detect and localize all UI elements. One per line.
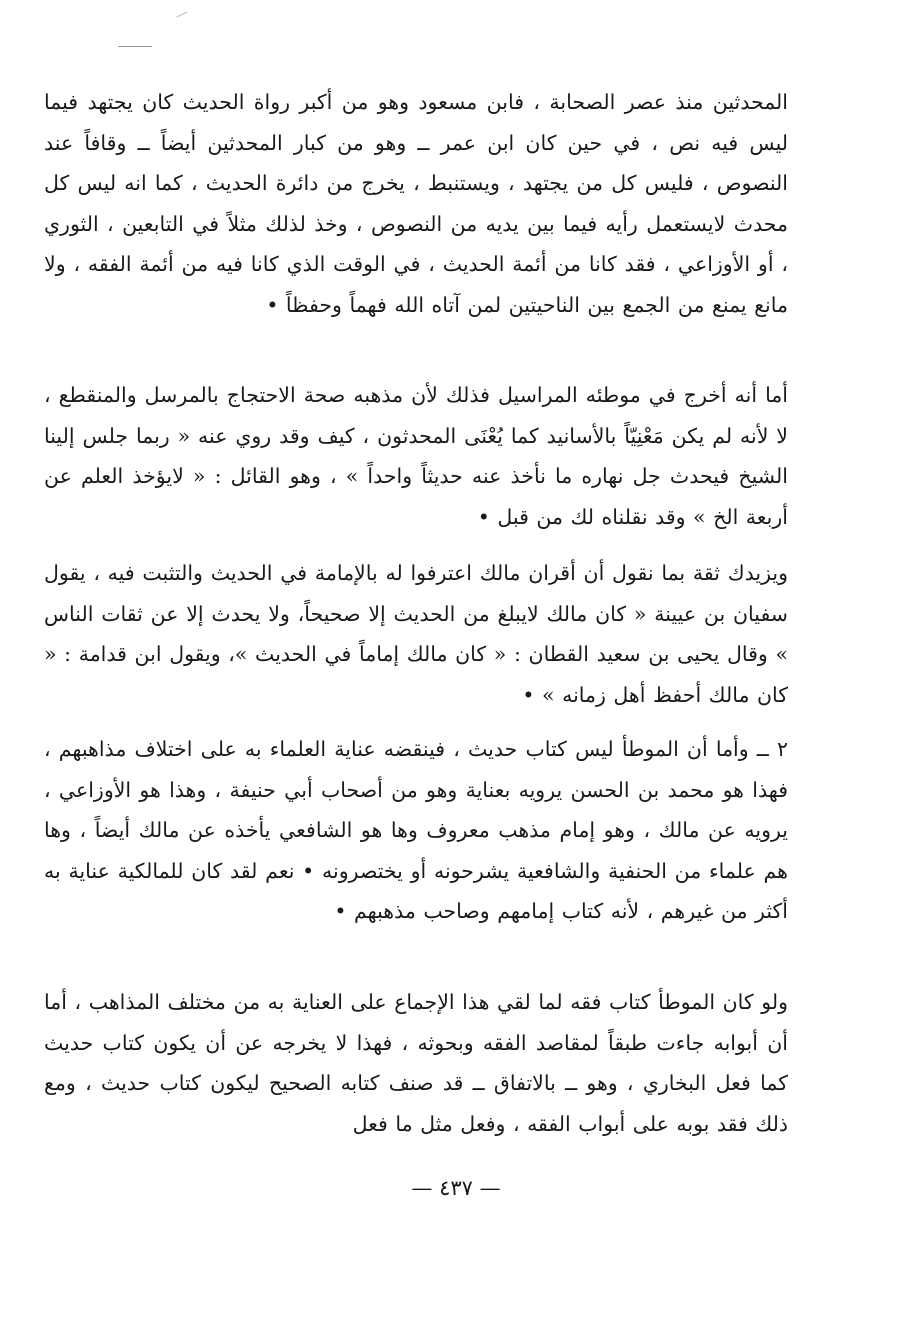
scan-artifact-line xyxy=(176,12,187,18)
paragraph-1: المحدثين منذ عصر الصحابة ، فابن مسعود وهو من أكبر رواة الحديث كان يجتهد فيما ليس فيه نص ، في حين كان ابن عمر ــ وهو من كبار المحدثين أيضاً ــ وقافاً عند النصوص ، فليس كل من يجتهد ، ويستنبط ، يخرج من دائرة الحديث ، كما انه ليس كل محدث لايستعمل رأيه فيما بين يديه من النصوص ، وخذ لذلك مثلاً في التابعين ، الثوري ، أو الأوزاعي ، فقد كانا من أئمة الحديث ، في الوقت الذي كانا فيه من أئمة الفقه ، ولا مانع يمنع من الجمع بين الناحيتين لمن آتاه الله فهماً وحفظاً • xyxy=(44,90,788,317)
paragraph-2: أما أنه أخرج في موطئه المراسيل فذلك لأن مذهبه صحة الاحتجاج بالمرسل والمنقطع ، لا لأنه لم يكن مَعْنِيّاً بالأسانيد كما يُعْنَى المحدثون ، كيف وقد روي عنه « ربما جلس إلينا الشيخ فيحدث جل نهاره ما نأخذ عنه حديثاً واحداً » ، وهو القائل : « لايؤخذ العلم عن أربعة الخ » وقد نقلناه لك من قبل • xyxy=(44,383,788,529)
paragraph-4: ٢ ــ وأما أن الموطأ ليس كتاب حديث ، فينقضه عناية العلماء به على اختلاف مذاهبهم ، فهذا هو محمد بن الحسن يرويه بعناية وهو من أصحاب أبي حنيفة ، وهذا هو الأوزاعي ، يرويه عن مالك ، وهو إمام مذهب معروف وها هو الشافعي يأخذه عن مالك أيضاً ، وها هم علماء من الحنفية والشافعية يشرحونه أو يختصرونه • نعم لقد كان للمالكية عناية به أكثر من غيرهم ، لأنه كتاب إمامهم وصاحب مذهبهم • xyxy=(44,737,788,923)
page-number: — ٤٣٧ — xyxy=(411,1176,501,1200)
scan-artifact-line xyxy=(118,46,152,47)
paragraph-5: ولو كان الموطأ كتاب فقه لما لقي هذا الإجماع على العناية به من مختلف المذاهب ، أما أن أبوابه جاءت طبقاً لمقاصد الفقه وبحوثه ، فهذا لا يخرجه عن أن يكون كتاب حديث كما فعل البخاري ، وهو ــ بالاتفاق ــ قد صنف كتابه الصحيح ليكون كتاب حديث ، ومع ذلك فقد بوبه على أبواب الفقه ، وفعل مثل ما فعل xyxy=(44,990,788,1136)
paragraph-3: ويزيدك ثقة بما نقول أن أقران مالك اعترفوا له بالإمامة في الحديث والتثبت فيه ، يقول سفيان بن عيينة « كان مالك لايبلغ من الحديث إلا صحيحاً، ولا يحدث إلا عن ثقات الناس » وقال يحيى بن سعيد القطان : « كان مالك إماماً في الحديث »، ويقول ابن قدامة : « كان مالك أحفظ أهل زمانه » • xyxy=(44,561,788,707)
